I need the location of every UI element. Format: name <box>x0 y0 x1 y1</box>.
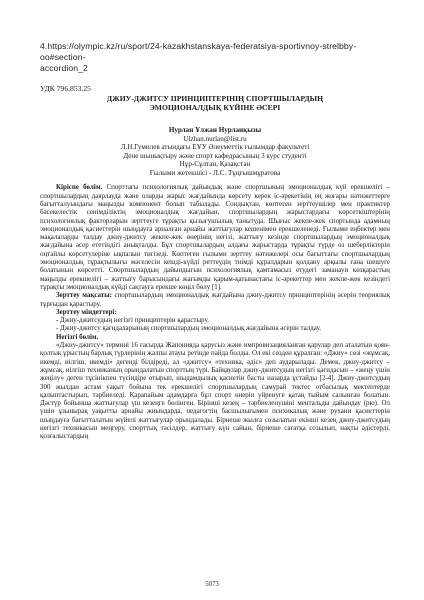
source-url[interactable] <box>40 41 390 74</box>
article-title-line-2: ЭМОЦИОНАЛДЫҚ КҮЙІНЕ ӘСЕРІ <box>149 103 281 113</box>
udk-code: УДК 796.853.25 <box>40 84 91 93</box>
tasks-heading: Зерттеу міндеттері: <box>56 307 117 316</box>
article-title <box>40 94 390 112</box>
task-item-2: - Джиу-джитсу қағидаларының спортшылардың эмоционалдық жағдайына әсерін талдау. <box>56 324 321 333</box>
author-name: Нурлан Ұлжан Нурланқызы <box>168 126 262 135</box>
supervisor: Ғылыми жетекшісі - Л.С. Тұңғышмұратова <box>149 168 281 177</box>
goal-heading: Зерттеу мақсаты: <box>56 291 112 300</box>
source-url-line-2: accordion_2 <box>40 63 88 73</box>
page-number: 5073 <box>205 581 219 588</box>
article-body <box>40 183 390 440</box>
goal-text: спортшылардың эмоционалдық жағдайына джиу-джитсу принциптерінің әсерін теориялық тұрғыдан қарастыру. <box>40 291 390 308</box>
affiliation-faculty: Л.Н.Гумилев атындағы ЕҰУ Әлеуметтік ғылымдар факультеті <box>120 143 310 152</box>
intro-heading: Кіріспе бөлім. <box>56 183 103 192</box>
author-email[interactable]: Ulzhan.nurlan@list.ru <box>183 134 247 143</box>
goal-paragraph <box>40 291 390 308</box>
intro-text: Спорттағы психологиялық дайындық және спортшының эмоционалдық күй ерекшелігі – спортшылардың даярлауда және оларды жарыс жағдайында көрсету керек іс-әрекетінің ең жоғары нәтижеттерге бағытталуындағы маңызды компонент болып табылады. Сондықтан, көптеген зерттеушілер мен практиктер бәсекелестік сенімділіктің эмоционалдық жағдайын, спортшылардың жарыстардағы көрсеткіштерінің психологиялық факторларын зерттеуге тұрақты қызығушылық танытуда. Шығыс жекпе-жек спортында адамның эмоционалдық қасиеттерін шыңдауға арналған арнайы жаттығулар кешенімен ерекшеленеді. Ғылыми еңбектер мен мақалаларды талдау джиу-джитсу жекпе-жек өнерінің негізі, жаттығу кезінде спортшылардың эмоционалдық жағдайына әсер ететіндігі анықталды. Бұл спортшылардың алдағы жарыстарда тұрақты түрде өз шеберліктерін оңтайлы көрсетулеріне ықпалын тигізеді. Көптеген ғылыми зерттеу нәтижелері осы бағыттағы спортшылардың эмоционалдық тұрақтылығы мәселесін кешді-күйді реттеудің тиімді құралдарын қолдану арқылы ғана шешуге болатынын көрсетті. Спортшылардың дайындығын психологиялық қамтамасыз етудегі заманауи көзқарастың маңызды ерекшелігі – жаттығу барысындағы жағымды қарым-қатынастағы іс-әрекеттер мен жекпе-жек кезіндегі тұрақты эмоционалдық күйді сақтауға ерекше көңіл бөлу [1]. <box>40 183 390 291</box>
intro-paragraph <box>40 183 390 291</box>
author-block <box>40 126 390 177</box>
tasks-paragraph <box>40 308 390 316</box>
task-item-1: - Джиу-джитсудың негізгі принциптерін қарастыру. <box>56 316 210 325</box>
main-paragraph: «Джиу-джитсу» термині 16 ғасырда Жапонияда қарусыз және импровизацияланған қарулар деп аталатын қоян-қолтық ұрыстың барлық түрлерінің жалпы атауы ретінде пайда болды. Ол екі сөзден құралған: «Джиу» сөзі «жұмсақ, икемді, иілгіш, икемді» дегенді білдіреді, ал «джитсу» «техника, әдіс» деп аударылады. Демек, джиу-джитсу – жұмсақ, иілгіш техниканың орындалатын спорттың түрі. Байқаулар джиу-джитсудың негізгі қағидасын – «жеңу үшін жеңілу» деген тұсінікпен түсіндіре отырып, шыдамдылық қасиетін басты назарда ұстайды [2-4]. Джиу-джитсудың 300 жылдан астам уақыт бойына тек ерекшелігі спортшылардың самурай тектес отбасылық мектептерде қалыптастырып, тәрбиеледі. Қарапайым адамдарға бұл спорт өнерін үйренуге қатаң тыйым салынған болатын. Дәстүр бойынша жаттығулар үш кезеңге бөлінген. Бірінші кезең – тәрбиеленушіні ментальды дайындау (рю). Ол үшін ұзынырақ уақытты арнайы жиындарда, педагогтің басшылығымен психикалық және рухани қасиеттерін шыңдауға бағытталатын жүйелі жаттығулар орындалады. Бірнеше жылға созылатын екінші кезең джиу-джитсудың негізгі техникасын меңгеру, спорттық тәсілдер, жаттығу күн сайын, бірнеше сағатқа созылып, нақты әдістерді, қозғалыстардың <box>40 341 390 441</box>
affiliation-city: Нұр-Сұлтан, Қазақстан <box>179 160 251 169</box>
main-heading-paragraph <box>40 333 390 341</box>
article <box>40 84 390 441</box>
source-url-line-1: 4.https://olympic.kz/ru/sport/24-kazakhstanskaya-federatsiya-sportivnoy-strelbby-oo#section- <box>40 41 357 62</box>
article-title-line-1: ДЖИУ-ДЖИТСУ ПРИНЦИПТЕРІНІҢ СПОРТШЫЛАРДЫҢ <box>106 94 324 103</box>
main-heading: Негізгі бөлім. <box>56 332 99 341</box>
affiliation-department: Дене шынықтыру және спорт кафедрасының 3 курс студенті <box>123 151 307 160</box>
